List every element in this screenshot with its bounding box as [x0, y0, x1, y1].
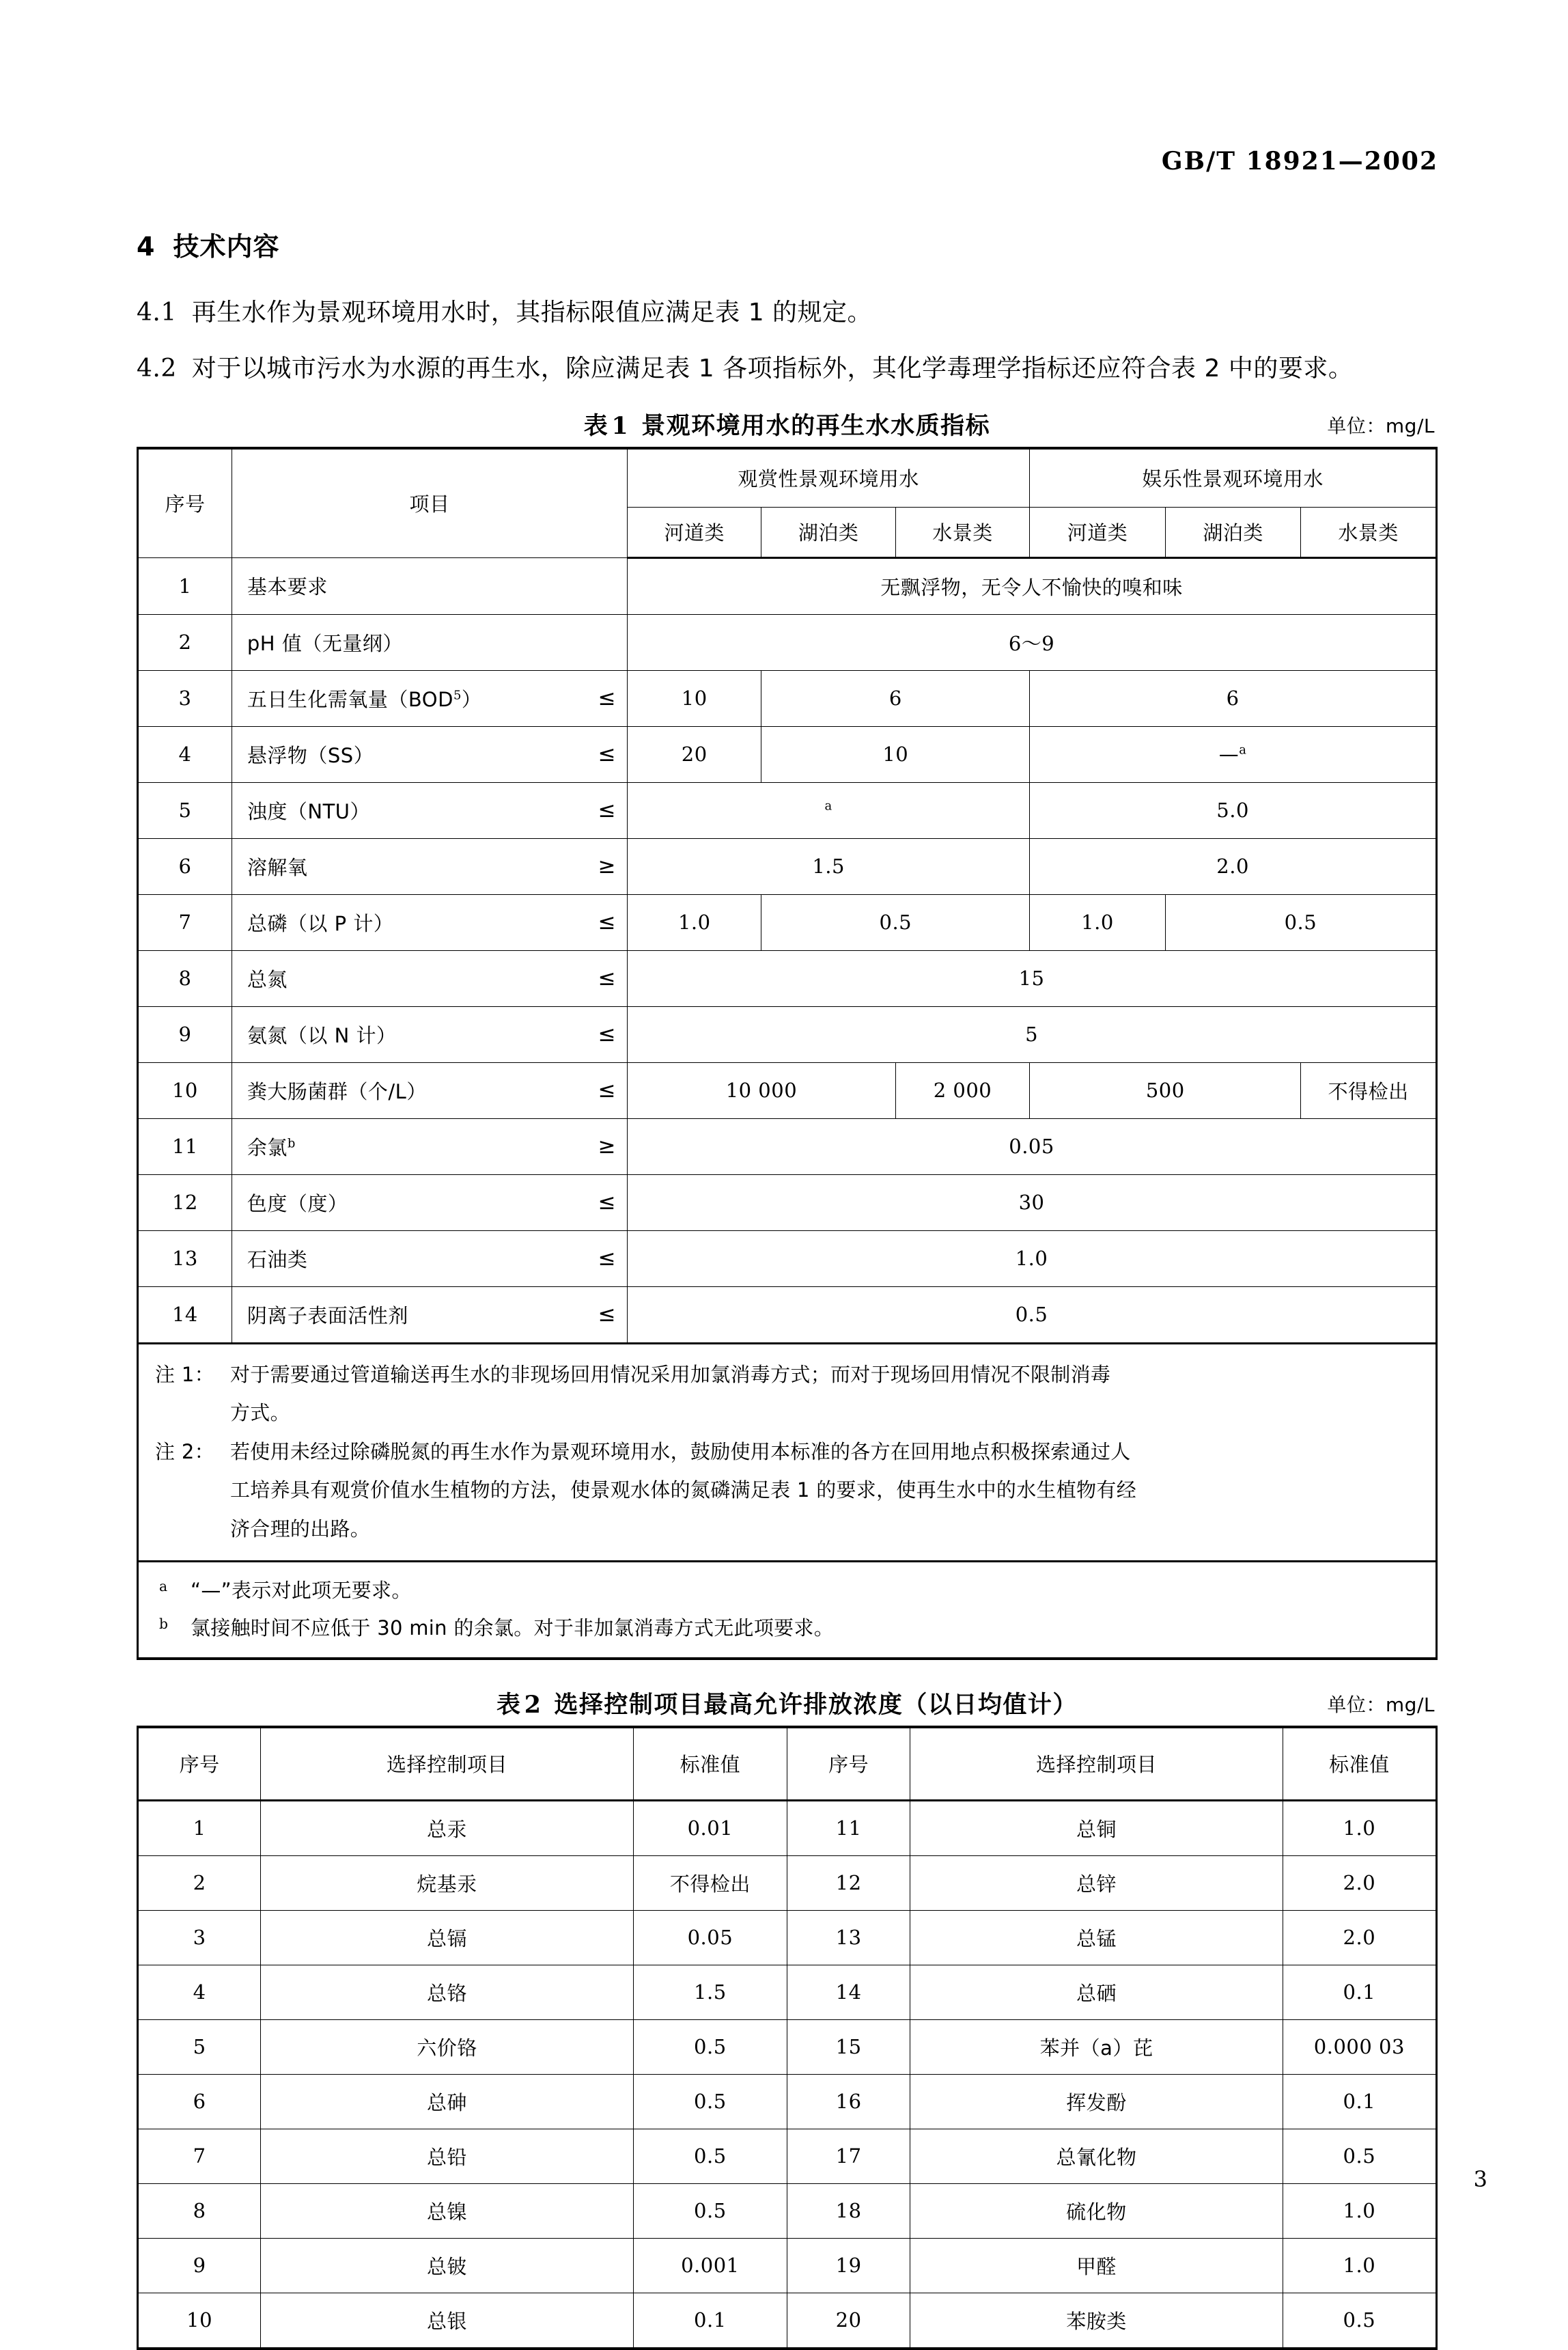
table1-item-label: 五日生化需氧量（BOD$^5$）	[247, 687, 482, 711]
table2-header-value-right: 标准值	[1283, 1727, 1436, 1801]
table2-caption-number: 2	[524, 1690, 542, 1719]
table1-unit: 单位：mg/L	[1327, 414, 1435, 437]
table2-cell-item-left: 总铍	[261, 2238, 634, 2293]
table1-cell-value: 0.05	[628, 1118, 1437, 1174]
table-row	[138, 1006, 1437, 1062]
table-note	[155, 1433, 1422, 1471]
paragraph-text-4-2: 对于以城市污水为水源的再生水，除应满足表 1 各项指标外，其化学毒理学指标还应符合表 2 中的要求。	[191, 355, 1354, 383]
table1-cell-seq: 13	[138, 1230, 232, 1286]
table-row	[138, 1118, 1437, 1174]
table1-cell-value: 20	[628, 726, 761, 782]
table1-cell-value: —$^a$	[1030, 726, 1437, 782]
table1-cell-seq: 11	[138, 1118, 232, 1174]
table-row	[138, 557, 1437, 614]
table2-cell-seq-left: 5	[138, 2019, 261, 2074]
paragraph-text-4-1: 再生水作为景观环境用水时，其指标限值应满足表 1 的规定。	[191, 299, 873, 327]
table1-subheader-river-a: 河道类	[628, 507, 761, 557]
table1-cell-value: 2 000	[895, 1062, 1029, 1118]
table2-cell-value-left: 0.5	[633, 2183, 787, 2238]
table-footnote-text: “—”表示对此项无要求。	[191, 1579, 412, 1603]
table1-cell-seq: 8	[138, 950, 232, 1006]
table2-caption	[137, 1686, 1438, 1720]
table-footnote-marker: a	[159, 1578, 168, 1595]
table1-cell-value: 6	[1030, 670, 1437, 726]
table-selective-control-items	[137, 1726, 1438, 2350]
table2-cell-item-left: 总镍	[261, 2183, 634, 2238]
table1-cell-value: 1.5	[628, 838, 1030, 894]
comparison-symbol: ≤	[598, 686, 617, 711]
table1-cell-seq: 9	[138, 1006, 232, 1062]
section-title: 技术内容	[173, 232, 280, 262]
table1-caption-number: 1	[611, 411, 630, 440]
table2-cell-seq-left: 6	[138, 2074, 261, 2129]
comparison-symbol: ≥	[598, 854, 617, 879]
table-note-text: 若使用未经过除磷脱氮的再生水作为景观环境用水，鼓励使用本标准的各方在回用地点积极探索通过人	[230, 1439, 1131, 1463]
table1-subheader-river-b: 河道类	[1030, 507, 1166, 557]
table1-subheader-lake-b: 湖泊类	[1165, 507, 1301, 557]
table2-cell-seq-right: 15	[787, 2019, 910, 2074]
table2-cell-value-right: 2.0	[1283, 1855, 1436, 1910]
table1-cell-value: a	[628, 782, 1030, 838]
table2-cell-value-left: 0.5	[633, 2129, 787, 2183]
table1-item-label: 溶解氧	[247, 855, 308, 879]
table1-cell-seq: 4	[138, 726, 232, 782]
table1-cell-value: 5.0	[1030, 782, 1437, 838]
table1-item-label: 基本要求	[247, 575, 328, 599]
table-row	[138, 1965, 1437, 2019]
table1-item-label: 色度（度）	[247, 1191, 348, 1215]
table2-cell-item-left: 总银	[261, 2293, 634, 2349]
table1-cell-seq: 5	[138, 782, 232, 838]
table-row	[138, 2129, 1437, 2183]
comparison-symbol: ≤	[598, 1022, 617, 1047]
table1-cell-value: 15	[628, 950, 1437, 1006]
table2-cell-value-right: 1.0	[1283, 2238, 1436, 2293]
table-note-text: 工培养具有观赏价值水生植物的方法，使景观水体的氮磷满足表 1 的要求，使再生水中的水生植物有经	[230, 1478, 1136, 1502]
paragraph-4-1	[137, 293, 1438, 333]
table2-cell-seq-right: 19	[787, 2238, 910, 2293]
table1-header-item: 项目	[232, 448, 627, 558]
table2-cell-seq-right: 14	[787, 1965, 910, 2019]
table-row	[138, 2183, 1437, 2238]
table1-item-label: 粪大肠菌群（个/L）	[247, 1079, 427, 1103]
table1-subheader-waterscape-a: 水景类	[895, 507, 1029, 557]
table-footnote	[155, 1572, 1422, 1609]
table1-item-label: 石油类	[247, 1247, 308, 1271]
table2-cell-value-left: 不得检出	[633, 1855, 787, 1910]
table2-cell-seq-left: 3	[138, 1910, 261, 1965]
table1-notes-block	[138, 1343, 1437, 1562]
table1-cell-value: 0.5	[1165, 894, 1436, 950]
table-row	[138, 838, 1437, 894]
table1-cell-seq: 1	[138, 557, 232, 614]
table1-cell-item	[232, 1062, 627, 1118]
table1-caption-text: 景观环境用水的再生水水质指标	[641, 412, 991, 440]
table2-cell-item-right: 苯胺类	[910, 2293, 1283, 2349]
table1-cell-item	[232, 614, 627, 670]
table-note-text: 方式。	[230, 1401, 290, 1425]
table1-cell-value: 10 000	[628, 1062, 896, 1118]
table1-caption-label: 表	[583, 412, 609, 440]
table2-cell-value-right: 1.0	[1283, 2183, 1436, 2238]
table2-cell-item-left: 六价铬	[261, 2019, 634, 2074]
table2-cell-seq-left: 1	[138, 1800, 261, 1855]
table1-cell-value: 5	[628, 1006, 1437, 1062]
table1-subheader-waterscape-b: 水景类	[1301, 507, 1437, 557]
table2-header-seq-left: 序号	[138, 1727, 261, 1801]
table1-cell-seq: 2	[138, 614, 232, 670]
comparison-symbol: ≤	[598, 798, 617, 823]
table-row	[138, 1230, 1437, 1286]
table-row	[138, 1174, 1437, 1230]
table2-cell-seq-right: 20	[787, 2293, 910, 2349]
comparison-symbol: ≤	[598, 966, 617, 991]
table2-cell-seq-left: 9	[138, 2238, 261, 2293]
table-note-label: 注 2：	[155, 1439, 214, 1463]
table1-cell-item	[232, 894, 627, 950]
table-note	[155, 1355, 1422, 1394]
table1-cell-item	[232, 1230, 627, 1286]
table-footnote-text: 氯接触时间不应低于 30 min 的余氯。对于非加氯消毒方式无此项要求。	[191, 1616, 835, 1640]
table1-cell-seq: 6	[138, 838, 232, 894]
table-row	[138, 1855, 1437, 1910]
table2-caption-label: 表	[496, 1691, 522, 1719]
paragraph-number-4-1: 4.1	[137, 299, 177, 327]
comparison-symbol: ≤	[598, 910, 617, 935]
table1-cell-value: 不得检出	[1301, 1062, 1437, 1118]
table2-cell-item-right: 总锰	[910, 1910, 1283, 1965]
table2-cell-seq-right: 11	[787, 1800, 910, 1855]
section-heading	[137, 225, 1438, 263]
table2-cell-item-left: 总砷	[261, 2074, 634, 2129]
comparison-symbol: ≥	[598, 1134, 617, 1159]
table2-cell-value-left: 0.5	[633, 2019, 787, 2074]
section-number: 4	[137, 232, 156, 262]
table2-cell-value-right: 1.0	[1283, 1800, 1436, 1855]
table1-header-group-ornamental: 观赏性景观环境用水	[628, 448, 1030, 508]
table1-header-seq: 序号	[138, 448, 232, 558]
comparison-symbol: ≤	[598, 1190, 617, 1215]
table2-cell-value-left: 1.5	[633, 1965, 787, 2019]
table-water-quality-indicators	[137, 447, 1438, 1660]
table1-item-label: 阴离子表面活性剂	[247, 1303, 408, 1327]
table1-caption-row	[137, 407, 1438, 447]
table1-item-label: 总氮	[247, 967, 288, 991]
comparison-symbol: ≤	[598, 1246, 617, 1271]
table-row	[138, 2019, 1437, 2074]
table1-cell-item	[232, 1286, 627, 1343]
table2-cell-value-left: 0.01	[633, 1800, 787, 1855]
table2-cell-item-right: 挥发酚	[910, 2074, 1283, 2129]
table1-cell-value: 500	[1030, 1062, 1301, 1118]
table2-header-item-left: 选择控制项目	[261, 1727, 634, 1801]
table-footnote-marker: b	[159, 1616, 169, 1633]
table2-cell-value-right: 2.0	[1283, 1910, 1436, 1965]
table1-cell-item	[232, 1118, 627, 1174]
table1-header-group-recreational: 娱乐性景观环境用水	[1030, 448, 1437, 508]
table1-item-label: 悬浮物（SS）	[247, 743, 374, 767]
table1-caption	[137, 407, 1438, 441]
table2-cell-value-right: 0.1	[1283, 1965, 1436, 2019]
table1-cell-value: 10	[761, 726, 1030, 782]
table1-cell-item	[232, 670, 627, 726]
table-note-continuation	[155, 1510, 1422, 1549]
table1-cell-value: 1.0	[1030, 894, 1166, 950]
paragraph-number-4-2: 4.2	[137, 355, 177, 383]
table1-cell-value: 30	[628, 1174, 1437, 1230]
table-row	[138, 1800, 1437, 1855]
comparison-symbol: ≤	[598, 1302, 617, 1327]
table-row	[138, 1910, 1437, 1965]
table2-cell-seq-left: 2	[138, 1855, 261, 1910]
table2-header-seq-right: 序号	[787, 1727, 910, 1801]
document-content	[137, 225, 1438, 2350]
table2-cell-value-left: 0.001	[633, 2238, 787, 2293]
table1-cell-value: 10	[628, 670, 761, 726]
table1-cell-value: 0.5	[628, 1286, 1437, 1343]
table2-cell-item-left: 总铬	[261, 1965, 634, 2019]
table1-cell-item	[232, 726, 627, 782]
table2-cell-seq-left: 7	[138, 2129, 261, 2183]
table2-header-item-right: 选择控制项目	[910, 1727, 1283, 1801]
table2-cell-item-right: 甲醛	[910, 2238, 1283, 2293]
table1-cell-item	[232, 1006, 627, 1062]
table2-cell-value-left: 0.5	[633, 2074, 787, 2129]
table1-cell-value: 1.0	[628, 894, 761, 950]
table1-cell-seq: 3	[138, 670, 232, 726]
table-row	[138, 2238, 1437, 2293]
table2-body	[138, 1800, 1437, 2349]
table-footnote	[155, 1609, 1422, 1647]
table1-cell-value: 2.0	[1030, 838, 1437, 894]
table2-cell-item-left: 总镉	[261, 1910, 634, 1965]
table1-item-label: 总磷（以 P 计）	[247, 911, 394, 935]
table1-cell-seq: 10	[138, 1062, 232, 1118]
table1-footnotes-block	[138, 1562, 1437, 1659]
standard-code-header: GB/T 18921—2002	[1161, 147, 1438, 176]
table1-cell-value: 无飘浮物，无令人不愉快的嗅和味	[628, 557, 1437, 614]
table2-cell-item-right: 苯并（a）芘	[910, 2019, 1283, 2074]
table-row	[138, 2074, 1437, 2129]
table1-cell-item	[232, 557, 627, 614]
table1-item-label: 氨氮（以 N 计）	[247, 1023, 397, 1047]
table2-cell-item-left: 烷基汞	[261, 1855, 634, 1910]
table2-cell-item-right: 硫化物	[910, 2183, 1283, 2238]
table1-item-label: pH 值（无量纲）	[247, 631, 403, 655]
table2-cell-seq-right: 12	[787, 1855, 910, 1910]
table-note-text: 济合理的出路。	[230, 1517, 371, 1540]
table-note-continuation	[155, 1394, 1422, 1433]
table1-item-label: 余氯$^b$	[247, 1135, 296, 1159]
table2-caption-text: 选择控制项目最高允许排放浓度（以日均值计）	[554, 1691, 1078, 1719]
table2-cell-item-right: 总硒	[910, 1965, 1283, 2019]
table2-cell-seq-left: 10	[138, 2293, 261, 2349]
table1-cell-item	[232, 782, 627, 838]
table2-cell-item-right: 总氰化物	[910, 2129, 1283, 2183]
paragraph-4-2	[137, 349, 1438, 389]
table2-cell-seq-left: 4	[138, 1965, 261, 2019]
table-row	[138, 894, 1437, 950]
table2-cell-item-left: 总铅	[261, 2129, 634, 2183]
table1-cell-seq: 7	[138, 894, 232, 950]
table-row	[138, 1062, 1437, 1118]
table1-cell-value: 6～9	[628, 614, 1437, 670]
table2-caption-row	[137, 1686, 1438, 1726]
table2-cell-seq-right: 18	[787, 2183, 910, 2238]
page-number: 3	[1473, 2166, 1487, 2192]
table2-unit: 单位：mg/L	[1327, 1693, 1435, 1716]
table2-cell-seq-right: 17	[787, 2129, 910, 2183]
table1-cell-seq: 12	[138, 1174, 232, 1230]
table-note-continuation	[155, 1471, 1422, 1510]
table1-item-label: 浊度（NTU）	[247, 799, 371, 823]
table1-cell-item	[232, 1174, 627, 1230]
table-row	[138, 950, 1437, 1006]
table-note-label: 注 1：	[155, 1362, 214, 1386]
table1-cell-seq: 14	[138, 1286, 232, 1343]
table2-cell-value-left: 0.1	[633, 2293, 787, 2349]
table1-cell-item	[232, 950, 627, 1006]
table2-cell-value-right: 0.5	[1283, 2293, 1436, 2349]
table-row	[138, 726, 1437, 782]
table-row	[138, 614, 1437, 670]
table2-cell-seq-right: 16	[787, 2074, 910, 2129]
table2-cell-value-left: 0.05	[633, 1910, 787, 1965]
table1-body	[138, 557, 1437, 1343]
table2-cell-item-right: 总铜	[910, 1800, 1283, 1855]
table2-cell-value-right: 0.000 03	[1283, 2019, 1436, 2074]
table1-cell-value: 0.5	[761, 894, 1030, 950]
table-row	[138, 670, 1437, 726]
table2-cell-value-right: 0.5	[1283, 2129, 1436, 2183]
table1-subheader-lake-a: 湖泊类	[761, 507, 895, 557]
comparison-symbol: ≤	[598, 742, 617, 767]
table2-cell-seq-left: 8	[138, 2183, 261, 2238]
table2-cell-item-left: 总汞	[261, 1800, 634, 1855]
table1-cell-item	[232, 838, 627, 894]
table2-cell-item-right: 总锌	[910, 1855, 1283, 1910]
table1-cell-value: 1.0	[628, 1230, 1437, 1286]
table-note-text: 对于需要通过管道输送再生水的非现场回用情况采用加氯消毒方式；而对于现场回用情况不限制消毒	[230, 1362, 1111, 1386]
table-row	[138, 1286, 1437, 1343]
table2-header-value-left: 标准值	[633, 1727, 787, 1801]
comparison-symbol: ≤	[598, 1078, 617, 1103]
table-row	[138, 2293, 1437, 2349]
table2-cell-value-right: 0.1	[1283, 2074, 1436, 2129]
table1-cell-value: 6	[761, 670, 1030, 726]
table-row	[138, 782, 1437, 838]
table2-cell-seq-right: 13	[787, 1910, 910, 1965]
